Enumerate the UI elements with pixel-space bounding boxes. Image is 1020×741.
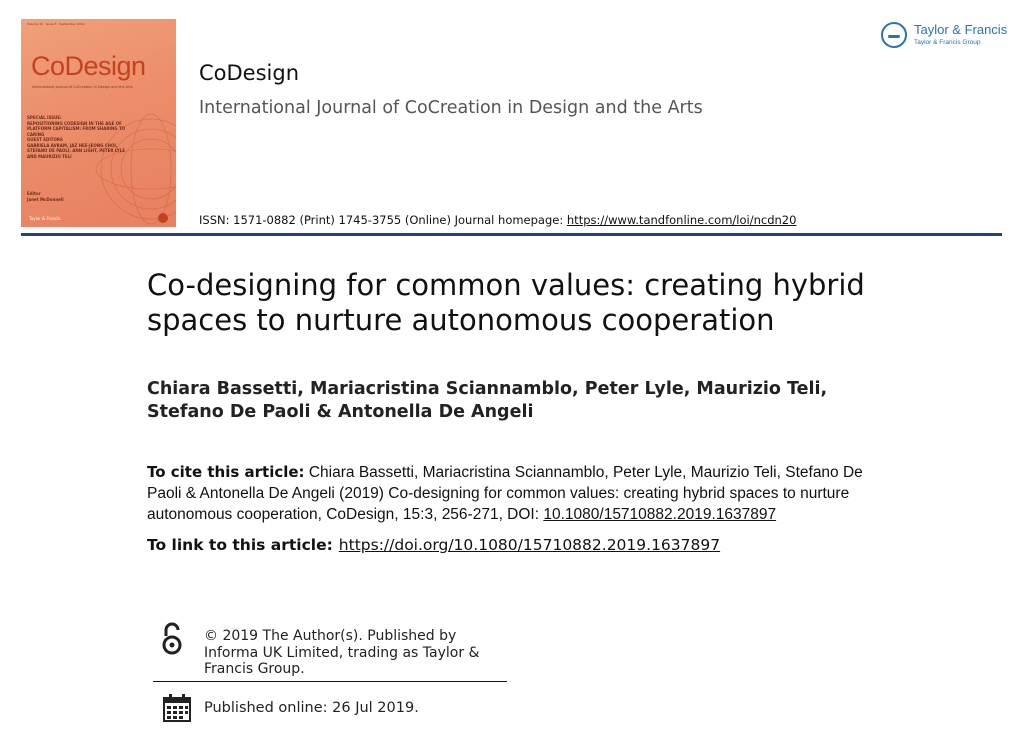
journal-homepage-link[interactable]: https://www.tandfonline.com/loi/ncdn20 [566,213,797,227]
taylor-francis-logo-icon [881,22,907,48]
article-authors: Chiara Bassetti, Mariacristina Sciannamblo, Peter Lyle, Maurizio Teli, Stefano De Paoli & Antonella De Angeli [147,379,828,422]
publisher-group: Taylor & Francis Group [914,39,981,46]
cite-text: Chiara Bassetti, Mariacristina Sciannamblo, Peter Lyle, Maurizio Teli, Stefano De Paoli & Antonella De Angeli (2019) Co-designing for common values: creating hybrid spaces to nurture autonomous cooperation, CoDesign, 15:3, 256-271, DOI: [147,464,863,523]
cover-special-issue: SPECIAL ISSUE: REPOSITIONING CODESIGN IN THE AGE OF PLATFORM CAPITALISM: FROM SHARING TO CARING GUEST EDITORS GABRIELA AVRAM, JAZ HEE-JEONG CHOI, STEFANO DE PAOLI, ANN LIGHT, PETER LYLE AND MAURIZIO TELI [27,115,126,159]
cover-subtitle: International Journal of CoCreation in Design and the Arts [32,85,133,89]
header-rule [21,233,1002,236]
calendar-icon [162,693,192,723]
taylor-francis-logo[interactable] [881,19,1006,51]
cover-editor: Editor Janet McDonnell [27,191,64,202]
cite-label: To cite this article: [147,463,305,481]
cover-volume-line: Volume 15 · Issue 3 · September 2019 [27,22,85,26]
link-label: To link to this article: [147,536,333,554]
article-link-line [147,536,720,554]
open-access-icon [160,622,184,656]
cover-badge-icon [158,213,168,223]
citation-block [147,462,887,525]
journal-cover-image [21,19,176,227]
published-online-date: Published online: 26 Jul 2019. [204,700,419,716]
article-title: Co-designing for common values: creating hybrid spaces to nurture autonomous cooperation [147,268,865,337]
article-doi-url-link[interactable]: https://doi.org/10.1080/15710882.2019.1637897 [338,536,721,554]
journal-subtitle: International Journal of CoCreation in Design and the Arts [199,98,703,118]
issn-text: ISSN: 1571-0882 (Print) 1745-3755 (Online) Journal homepage: [199,213,567,227]
issn-line [199,213,796,227]
cover-title: CoDesign [31,51,146,81]
doi-link[interactable]: 10.1080/15710882.2019.1637897 [543,506,777,523]
copyright-notice: © 2019 The Author(s). Published by Informa UK Limited, trading as Taylor & Francis Group. [204,628,480,677]
publisher-name: Taylor & Francis [914,22,1008,37]
journal-name: CoDesign [199,61,300,85]
footer-rule [153,681,507,682]
cover-publisher: Taylor & Francis [29,216,61,221]
